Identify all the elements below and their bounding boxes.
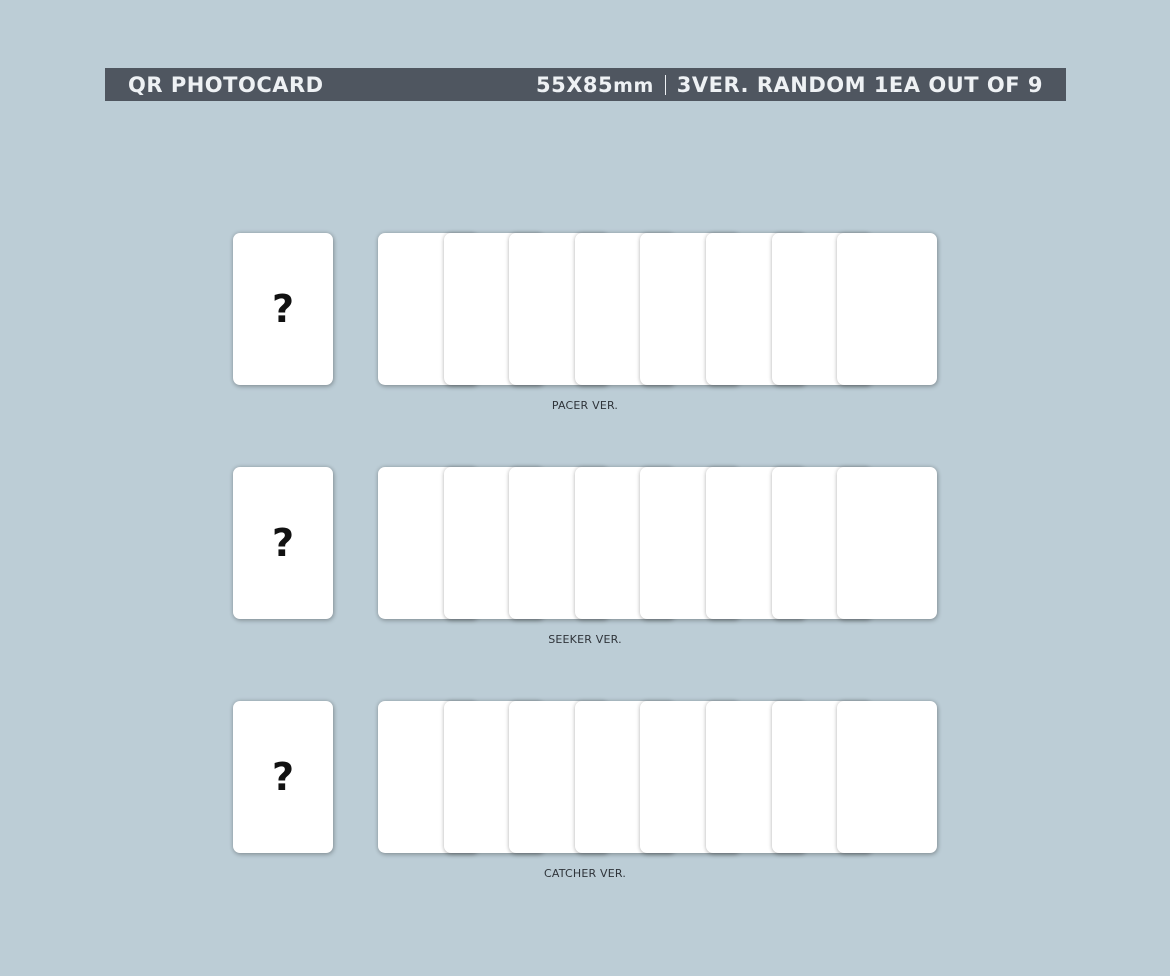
random-card: [233, 233, 333, 385]
version-row-catcher: [0, 701, 1170, 901]
version-row-pacer: [0, 233, 1170, 433]
random-card: [233, 701, 333, 853]
question-mark-icon: ?: [271, 755, 295, 799]
random-info: 3VER. RANDOM 1EA OUT OF 9: [676, 72, 1043, 97]
card-size: 55X85mm: [536, 72, 654, 97]
header-spec: [536, 73, 1043, 97]
header-divider: [665, 75, 666, 95]
version-label: SEEKER VER.: [548, 633, 622, 646]
question-mark-icon: ?: [271, 521, 295, 565]
photocard: [837, 701, 937, 853]
version-label: PACER VER.: [551, 399, 619, 412]
version-label: CATCHER VER.: [543, 867, 627, 880]
version-row-seeker: [0, 467, 1170, 667]
photocard: [837, 467, 937, 619]
random-card: [233, 467, 333, 619]
question-mark-icon: ?: [271, 287, 295, 331]
header-bar: [105, 68, 1066, 101]
card-size-unit: mm: [613, 74, 654, 97]
photocard: [837, 233, 937, 385]
header-title: QR PHOTOCARD: [128, 72, 324, 97]
